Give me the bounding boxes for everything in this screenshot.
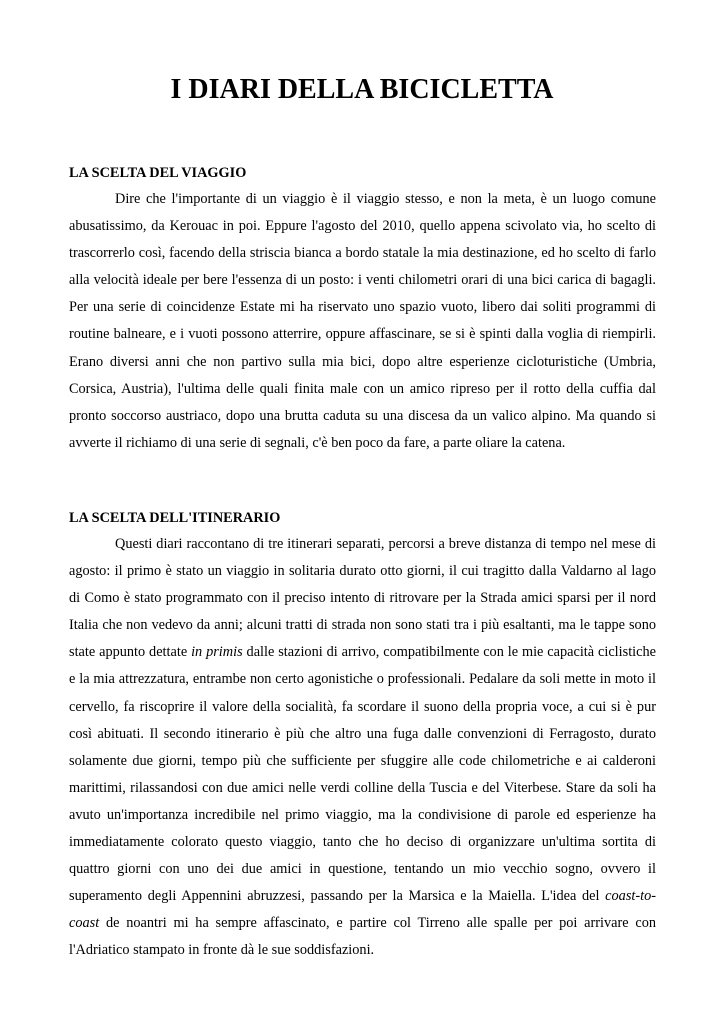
- paragraph-text: dalle stazioni di arrivo, compatibilmente con le mie capacità ciclistiche e la mia attrezzatura, entrambe non certo agonistiche o professionali. Pedalare da soli mette in moto il cervello, fa riscoprire il valore della socialità, fa scordare il suono della propria voce, a cui si è pur così abituati. Il secondo itinerario è più che altro una fuga dalle convenzioni di Ferragosto, durato solamente due giorni, tempo più che sufficiente per sfuggire alle code chilometriche e ai calderoni marittimi, rilassandosi con due amici nelle verdi colline della Tuscia e del Viterbese. Stare da soli ha avuto un'importanza incredibile nel primo viaggio, ma la condivisione di parole ed esperienze ha immediatamente colorato questo viaggio, tanto che ho deciso di organizzare un'ultima sortita di quattro giorni con uno dei due amici in questione, tentando un mio vecchio sogno, ovvero il superamento degli Appennini abruzzesi, passando per la Marsica e la Maiella. L'idea del: [69, 644, 656, 905]
- section-heading: LA SCELTA DELL'ITINERARIO: [69, 510, 281, 526]
- section-travel-choice: [69, 163, 656, 457]
- section-paragraph: [69, 531, 656, 965]
- paragraph-italic-text: coast-to-coast: [69, 888, 656, 932]
- section-paragraph: Dire che l'importante di un viaggio è il viaggio stesso, e non la meta, è un luogo comune abusatissimo, da Kerouac in poi. Eppure l'agosto del 2010, quello appena scivolato via, ho scelto di trascorrerlo così, facendo della striscia bianca a bordo statale la mia destinazione, ed ho scelto di farlo alla velocità ideale per bere l'essenza di un posto: i venti chilometri orari di una bici carica di bagagli. Per una serie di coincidenze Estate mi ha riservato uno spazio vuoto, libero dai soliti programmi di routine balneare, e i vuoti possono atterrire, oppure affascinare, se si è spinti dalla voglia di riempirli. Erano diversi anni che non partivo sulla mia bici, dopo altre esperienze cicloturistiche (Umbria, Corsica, Austria), l'ultima delle quali finita male con un amico ripreso per il rotto della cuffia dal pronto soccorso austriaco, dopo una brutta caduta su una discesa da un valico alpino. Ma quando si avverte il richiamo di una serie di segnali, c'è ben poco da fare, a parte oliare la catena.: [69, 191, 656, 451]
- paragraph-italic-text: in primis: [191, 644, 243, 661]
- document-title: I DIARI DELLA BICICLETTA: [170, 74, 554, 105]
- section-heading: LA SCELTA DEL VIAGGIO: [69, 165, 247, 181]
- paragraph-text: de noantri mi ha sempre affascinato, e partire col Tirreno alle spalle per poi arrivare con l'Adriatico stampato in fronte dà le sue soddisfazioni.: [69, 915, 656, 959]
- section-itinerary-choice: [69, 508, 656, 965]
- paragraph-text: Questi diari raccontano di tre itinerari separati, percorsi a breve distanza di tempo nel mese di agosto: il primo è stato un viaggio in solitaria durato otto giorni, il cui tragitto dalla Valdarno al lago di Como è stato programmato con il preciso intento di ritrovare per la Strada amici sparsi per il nord Italia che non vedevo da anni; alcuni tratti di strada non sono stati tra i più esaltanti, ma le tappe sono state appunto dettate: [69, 536, 656, 661]
